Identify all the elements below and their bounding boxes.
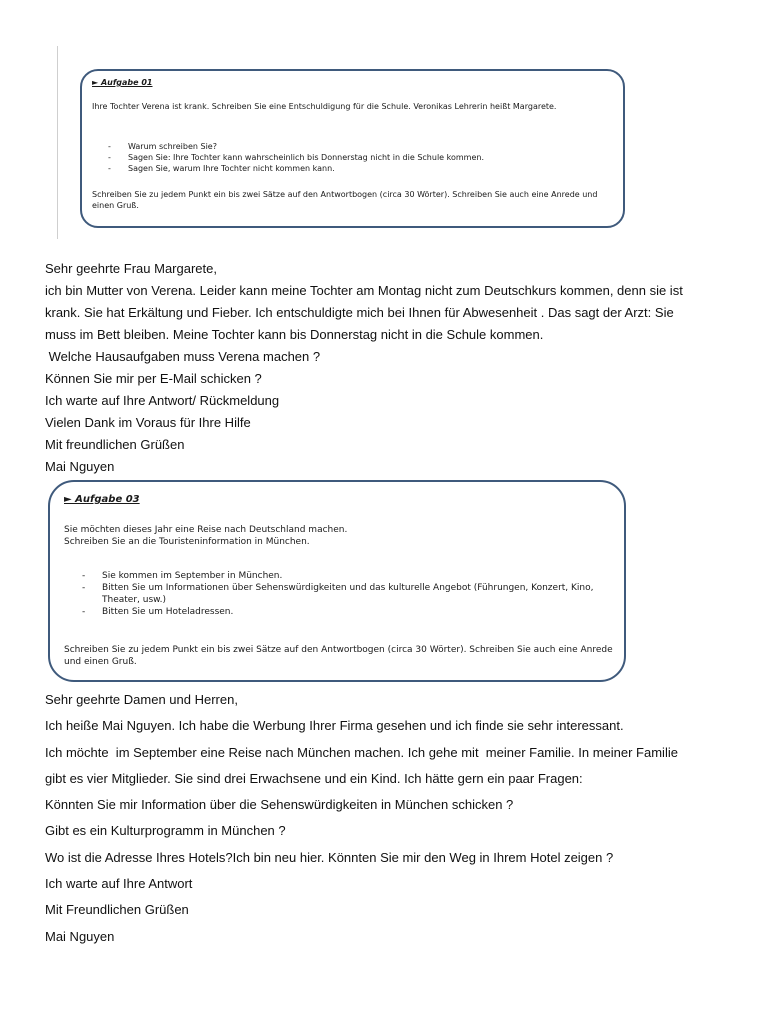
- letter-line: Können Sie mir per E-Mail schicken ?: [45, 371, 262, 386]
- task-box-aufgabe-01: [80, 69, 625, 228]
- letter-line: Mit freundlichen Grüßen: [45, 437, 185, 452]
- task-point: - Bitten Sie um Hoteladressen.: [64, 606, 614, 618]
- task-point: - Sie kommen im September in München.: [64, 570, 614, 582]
- letter-line: gibt es vier Mitglieder. Sie sind drei Erwachsene und ein Kind. Ich hätte gern ein paar Fragen:: [45, 770, 583, 786]
- letter-line: Mai Nguyen: [45, 928, 115, 944]
- letter-line: Gibt es ein Kulturprogramm in München ?: [45, 823, 286, 839]
- task-point: - Bitten Sie um Informationen über Sehenswürdigkeiten und das kulturelle Angebot (Führungen, Konzert, Kino, Theater, usw.): [64, 582, 614, 606]
- letter-line: muss im Bett bleiben. Meine Tochter kann bis Donnerstag nicht in die Schule kommen.: [45, 327, 544, 342]
- letter-line: Ich heiße Mai Nguyen. Ich habe die Werbung Ihrer Firma gesehen und ich finde sie sehr interessant.: [45, 718, 624, 734]
- letter-line: ich bin Mutter von Verena. Leider kann meine Tochter am Montag nicht zum Deutschkurs kommen, denn sie ist: [45, 283, 683, 298]
- letter-line: Sehr geehrte Damen und Herren,: [45, 692, 238, 707]
- task-title: ► Aufgabe 01: [92, 78, 153, 87]
- task-intro-line: Schreiben Sie an die Touristeninformation in München.: [64, 537, 310, 547]
- task-point: - Sagen Sie, warum Ihre Tochter nicht kommen kann.: [92, 163, 612, 174]
- task-box-aufgabe-03: [48, 480, 626, 682]
- letter-line: Könnten Sie mir Information über die Sehenswürdigkeiten in München schicken ?: [45, 797, 514, 813]
- letter-line: Sehr geehrte Frau Margarete,: [45, 261, 217, 276]
- letter-line: Vielen Dank im Voraus für Ihre Hilfe: [45, 415, 251, 430]
- task-title: ► Aufgabe 03: [64, 494, 140, 505]
- task-intro: [64, 524, 614, 548]
- task-instructions: Schreiben Sie zu jedem Punkt ein bis zwei Sätze auf den Antwortbogen (circa 30 Wörter). Schreiben Sie auch eine Anrede und einen Gruß.: [64, 645, 613, 667]
- letter-line: Wo ist die Adresse Ihres Hotels?Ich bin neu hier. Könnten Sie mir den Weg in Ihrem Hotel zeigen ?: [45, 849, 614, 865]
- task-points: [92, 141, 612, 174]
- task-point: - Warum schreiben Sie?: [92, 141, 612, 152]
- task-intro: Ihre Tochter Verena ist krank. Schreiben Sie eine Entschuldigung für die Schule. Veronikas Lehrerin heißt Margarete.: [92, 102, 557, 111]
- task-intro-line: Sie möchten dieses Jahr eine Reise nach Deutschland machen.: [64, 525, 348, 535]
- task-instructions: Schreiben Sie zu jedem Punkt ein bis zwei Sätze auf den Antwortbogen (circa 30 Wörter). Schreiben Sie auch eine Anrede und einen Gruß.: [92, 190, 598, 210]
- letter-line: Mit Freundlichen Grüßen: [45, 902, 189, 918]
- task-point: - Sagen Sie: Ihre Tochter kann wahrscheinlich bis Donnerstag nicht in die Schule kommen.: [92, 152, 612, 163]
- letter-line: krank. Sie hat Erkältung und Fieber. Ich entschuldigte mich bei Ihnen für Abwesenheit . Das sagt der Arzt: Sie: [45, 305, 674, 320]
- letter-1: [45, 258, 745, 478]
- letter-line: Welche Hausaufgaben muss Verena machen ?: [45, 349, 321, 364]
- letter-line: Ich möchte im September eine Reise nach München machen. Ich gehe mit meiner Familie. In meiner Familie: [45, 744, 678, 760]
- letter-line: Ich warte auf Ihre Antwort: [45, 876, 193, 892]
- letter-line: Ich warte auf Ihre Antwort/ Rückmeldung: [45, 393, 280, 408]
- letter-2: [45, 687, 745, 950]
- task-points: [64, 570, 614, 618]
- letter-line: Mai Nguyen: [45, 459, 115, 474]
- margin-rule: [57, 46, 58, 239]
